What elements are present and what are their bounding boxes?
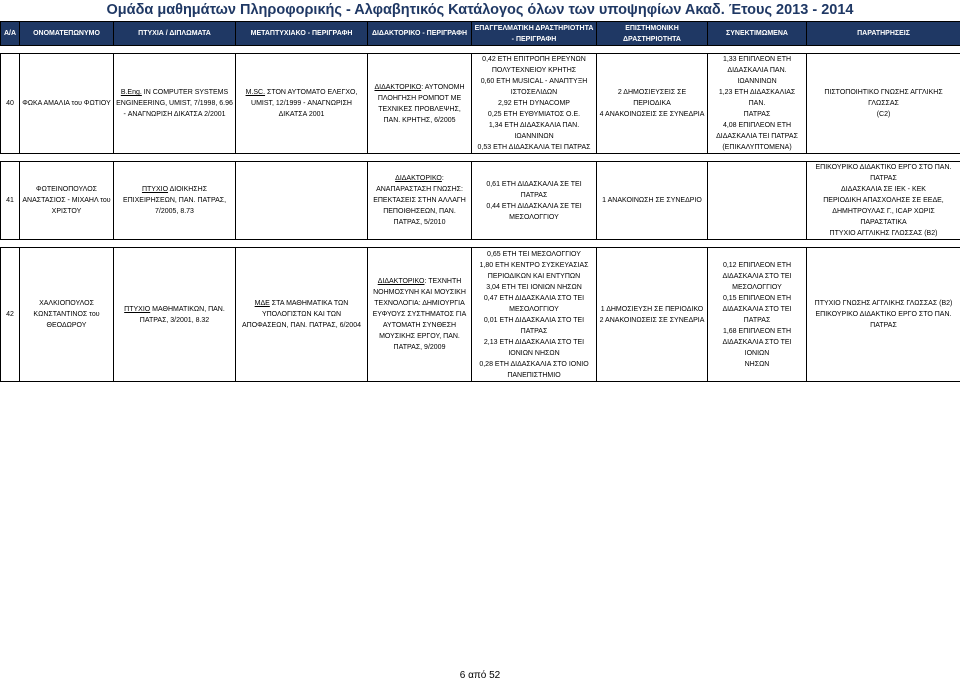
professional-line: 2,92 ΕΤΗ DYNACOMP [498, 100, 570, 107]
cell-num: 40 [1, 54, 20, 154]
row-spacer [1, 46, 960, 54]
assessed-line: ΔΙΔΑΣΚΑΛΙΑ ΤΕΙ ΠΑΤΡΑΣ [716, 133, 798, 140]
assessed-line: 0,12 ΕΠΙΠΛΕΟΝ ΕΤΗ [722, 261, 792, 269]
professional-line: 0,42 ΕΤΗ ΕΠΙΤΡΟΠΗ ΕΡΕΥΝΩΝ [482, 56, 586, 63]
header-num: Α/Α [1, 22, 20, 46]
spacer-cell [1, 46, 20, 54]
table-row [1, 162, 960, 240]
table-row [1, 248, 960, 382]
phd-description: : ΑΝΑΠΑΡΑΣΤΑΣΗ ΓΝΩΣΗΣ: ΕΠΕΚΤΑΣΕΙΣ ΣΤΗΝ ΑΛΛΑΓΗ ΠΕΠΟΙΘΗΣΕΩΝ, ΠΑΝ. ΠΑΤΡΑΣ, 5/2010 [373, 175, 466, 226]
assessed-line: ΔΙΔΑΣΚΑΛΙΑ ΣΤΟ ΤΕΙ [722, 272, 792, 280]
spacer-cell [114, 154, 236, 162]
professional-line: 0,44 ΕΤΗ ΔΙΔΑΣΚΑΛΙΑ ΣΕ ΤΕΙ [486, 202, 582, 210]
phd-type: ΔΙΔΑΚΤΟΡΙΚΟ [374, 83, 422, 91]
spacer-cell [708, 240, 807, 248]
page-title: Ομάδα μαθημάτων Πληροφορικής - Αλφαβητικός Κατάλογος όλων των υποψηφίων Ακαδ. Έτους 2013 - 2014 [106, 2, 854, 18]
scientific-line: 4 ΑΝΑΚΟΙΝΩΣΕΙΣ ΣΕ ΣΥΝΕΔΡΙΑ [599, 111, 705, 118]
spacer-cell [472, 46, 597, 54]
cell-phd [368, 54, 472, 154]
remarks-line: ΠΑΤΡΑΣ [870, 322, 897, 329]
professional-line: ΠΕΡΙΟΔΙΚΩΝ ΚΑΙ ΕΝΤΥΠΩΝ [487, 272, 581, 280]
degree-description: ΔΙΟΙΚΗΣΗΣ ΕΠΙΧΕΙΡΗΣΕΩΝ, ΠΑΝ. ΠΑΤΡΑΣ, 7/2005, 8.73 [122, 186, 227, 215]
professional-line: 1,80 ΕΤΗ ΚΕΝΤΡΟ ΣΥΣΚΕΥΑΣΙΑΣ [479, 261, 589, 269]
assessed-line: ΔΙΔΑΣΚΑΛΙΑ ΠΑΝ. [727, 67, 787, 74]
cell-remarks [807, 248, 960, 382]
header-assessed: ΣΥΝΕΚΤΙΜΩΜΕΝΑ [708, 22, 807, 46]
masters-type: ΜΔΕ [254, 300, 270, 307]
cell-degree [114, 248, 236, 382]
cell-scientific [597, 248, 708, 382]
remarks-line: ΠΙΣΤΟΠΟΙΗΤΙΚΟ ΓΝΩΣΗΣ ΑΓΓΛΙΚΗΣ ΓΛΩΣΣΑΣ [824, 89, 943, 107]
cell-professional [472, 54, 597, 154]
remarks-line: ΕΠΙΚΟΥΡΙΚΟ ΔΙΔΑΚΤΙΚΟ ΕΡΓΟ ΣΤΟ ΠΑΝ. [815, 164, 952, 171]
cell-masters [236, 248, 368, 382]
degree-description: ΜΑΘΗΜΑΤΙΚΩΝ, ΠΑΝ. ΠΑΤΡΑΣ, 3/2001, 8.32 [139, 305, 225, 324]
professional-line: 0,53 ΕΤΗ ΔΙΔΑΣΚΑΛΙΑ ΤΕΙ ΠΑΤΡΑΣ [477, 144, 591, 151]
professional-line: 0,60 ΕΤΗ MUSICAL - ΑΝΑΠΤΥΞΗ [480, 78, 588, 85]
spacer-cell [20, 240, 114, 248]
professional-line: ΙΩΑΝΝΙΝΩΝ [514, 133, 554, 140]
professional-line: 0,61 ΕΤΗ ΔΙΔΑΣΚΑΛΙΑ ΣΕ ΤΕΙ [486, 180, 582, 188]
cell-phd [368, 162, 472, 240]
spacer-cell [807, 46, 960, 54]
remarks-line: ΠΤΥΧΙΟ ΓΝΩΣΗΣ ΑΓΓΛΙΚΗΣ ΓΛΩΣΣΑΣ (B2) [814, 300, 953, 307]
row-spacer [1, 154, 960, 162]
professional-line: ΜΕΣΟΛΟΓΓΙΟΥ [509, 213, 559, 221]
cell-assessed [708, 54, 807, 154]
masters-description: ΣΤΑ ΜΑΘΗΜΑΤΙΚΑ ΤΩΝ ΥΠΟΛΟΓΙΣΤΩΝ ΚΑΙ ΤΩΝ ΑΠΟΦΑΣΕΩΝ, ΠΑΝ. ΠΑΤΡΑΣ, 6/2004 [242, 300, 361, 329]
assessed-line: ΔΙΔΑΣΚΑΛΙΑ ΣΤΟ ΤΕΙ ΙΟΝΙΩΝ [722, 338, 792, 357]
assessed-line: ΔΙΔΑΣΚΑΛΙΑ ΣΤΟ ΤΕΙ ΠΑΤΡΑΣ [722, 305, 792, 324]
spacer-cell [368, 240, 472, 248]
phd-description: : ΑΥΤΟΝΟΜΗ ΠΛΟΗΓΗΣΗ ΡΟΜΠΟΤ ΜΕ ΤΕΧΝΙΚΕΣ ΠΡΟΒΛΕΨΗΣ, ΠΑΝ. ΚΡΗΤΗΣ, 6/2005 [377, 83, 465, 124]
cell-name: ΦΩΚΑ ΑΜΑΛΙΑ του ΦΩΤΙΟΥ [20, 54, 114, 154]
assessed-line: 4,08 ΕΠΙΠΛΕΟΝ ΕΤΗ [722, 122, 792, 129]
assessed-line: 1,33 ΕΠΙΠΛΕΟΝ ΕΤΗ [722, 56, 792, 63]
scientific-line: 2 ΔΗΜΟΣΙΕΥΣΕΙΣ ΣΕ [617, 89, 687, 96]
spacer-cell [597, 154, 708, 162]
header-remarks: ΠΑΡΑΤΗΡΗΣΕΙΣ [807, 22, 960, 46]
masters-description: ΣΤΟΝ ΑΥΤΟΜΑΤΟ ΕΛΕΓΧΟ, UMIST, 12/1999 - ΑΝΑΓΝΩΡΙΣΗ ΔΙΚΑΤΣΑ 2001 [251, 89, 358, 118]
professional-line: 0,28 ΕΤΗ ΔΙΔΑΣΚΑΛΙΑ ΣΤΟ ΙΟΝΙΟ [479, 360, 589, 368]
spacer-cell [807, 154, 960, 162]
spacer-cell [236, 240, 368, 248]
degree-description: IN COMPUTER SYSTEMS ENGINEERING, UMIST, 7/1998, 6.96 - ΑΝΑΓΝΩΡΙΣΗ ΔΙΚΑΤΣΑ 2/2001 [116, 89, 233, 118]
remarks-line: ΠΕΡΙΟΔΙΚΗ ΑΠΑΣΧΟΛΗΣΕ ΣΕ ΕΕΔΕ, [823, 197, 944, 204]
remarks-line: (C2) [876, 111, 891, 118]
assessed-line: 0,15 ΕΠΙΠΛΕΟΝ ΕΤΗ [722, 294, 792, 302]
professional-line: 2,13 ΕΤΗ ΔΙΔΑΣΚΑΛΙΑ ΣΤΟ ΤΕΙ [483, 338, 585, 346]
spacer-cell [472, 240, 597, 248]
row-spacer [1, 240, 960, 248]
remarks-line: ΠΑΤΡΑΣ [870, 175, 897, 182]
masters-type: M.SC. [245, 89, 266, 96]
spacer-cell [807, 240, 960, 248]
spacer-cell [472, 154, 597, 162]
cell-masters [236, 162, 368, 240]
assessed-line: 1,68 ΕΠΙΠΛΕΟΝ ΕΤΗ [722, 327, 792, 335]
cell-scientific [597, 54, 708, 154]
cell-remarks [807, 162, 960, 240]
page-number: 6 από 52 [459, 670, 501, 681]
header-masters: ΜΕΤΑΠΤΥΧΙΑΚΟ - ΠΕΡΙΓΡΑΦΗ [236, 22, 368, 46]
degree-type: ΠΤΥΧΙΟ [141, 186, 169, 193]
spacer-cell [236, 154, 368, 162]
spacer-cell [20, 154, 114, 162]
professional-line: ΠΟΛΥΤΕΧΝΕΙΟΥ ΚΡΗΤΗΣ [491, 67, 577, 74]
spacer-cell [597, 46, 708, 54]
professional-line: 0,01 ΕΤΗ ΔΙΔΑΣΚΑΛΙΑ ΣΤΟ ΤΕΙ [483, 316, 585, 324]
spacer-cell [1, 154, 20, 162]
professional-line: ΠΑΤΡΑΣ [520, 327, 548, 335]
cell-phd [368, 248, 472, 382]
candidates-table [0, 21, 960, 382]
cell-assessed [708, 248, 807, 382]
cell-degree [114, 54, 236, 154]
phd-description: : ΤΕΧΝΗΤΗ ΝΟΗΜΟΣΥΝΗ ΚΑΙ ΜΟΥΣΙΚΗ ΤΕΧΝΟΛΟΓΙΑ: ΔΗΜΙΟΥΡΓΙΑ ΕΥΦΥΟΥΣ ΣΥΣΤΗΜΑΤΟΣ ΓΙΑ ΑΥΤΟΜΑΤΗ ΣΥΝΘΕΣΗ ΜΟΥΣΙΚΗΣ ΕΡΓΟΥ, ΠΑΝ. ΠΑΤΡΑΣ, 9/2009 [372, 278, 467, 351]
phd-type: ΔΙΔΑΚΤΟΡΙΚΟ [395, 175, 442, 182]
professional-line: 0,65 ΕΤΗ ΤΕΙ ΜΕΣΟΛΟΓΓΙΟΥ [487, 250, 581, 258]
scientific-line: ΠΕΡΙΟΔΙΚΑ [633, 100, 671, 107]
cell-professional [472, 162, 597, 240]
spacer-cell [1, 240, 20, 248]
assessed-line: ΜΕΣΟΛΟΓΓΙΟΥ [732, 283, 782, 291]
professional-line: 1,34 ΕΤΗ ΔΙΔΑΣΚΑΛΙΑ ΠΑΝ. [488, 122, 580, 129]
header-row [1, 22, 960, 46]
professional-line: 3,04 ΕΤΗ ΤΕΙ ΙΟΝΙΩΝ ΝΗΣΩΝ [486, 283, 582, 291]
cell-num: 42 [1, 248, 20, 382]
scientific-line: 1 ΑΝΑΚΟΙΝΩΣΗ ΣΕ ΣΥΝΕΔΡΙΟ [602, 197, 702, 204]
degree-type: ΠΤΥΧΙΟ [124, 305, 151, 313]
header-phd: ΔΙΔΑΚΤΟΡΙΚΟ - ΠΕΡΙΓΡΑΦΗ [368, 22, 472, 46]
cell-scientific [597, 162, 708, 240]
cell-professional [472, 248, 597, 382]
degree-type: B.Eng. [120, 89, 142, 96]
cell-assessed [708, 162, 807, 240]
assessed-line: 1,23 ΕΤΗ ΔΙΔΑΣΚΑΛΙΑΣ ΠΑΝ. [718, 89, 796, 107]
scientific-line: 1 ΔΗΜΟΣΙΕΥΣΗ ΣΕ ΠΕΡΙΟΔΙΚΟ [600, 305, 704, 313]
spacer-cell [708, 154, 807, 162]
remarks-line: ΠΤΥΧΙΟ ΑΓΓΛΙΚΗΣ ΓΛΩΣΣΑΣ (B2) [829, 230, 938, 237]
table-row [1, 54, 960, 154]
spacer-cell [20, 46, 114, 54]
spacer-cell [114, 240, 236, 248]
spacer-cell [114, 46, 236, 54]
professional-line: ΙΟΝΙΩΝ ΝΗΣΩΝ [508, 349, 560, 357]
cell-num: 41 [1, 162, 20, 240]
professional-line: ΠΑΝΕΠΙΣΤΗΜΙΟ [507, 371, 561, 379]
spacer-cell [236, 46, 368, 54]
professional-line: ΠΑΤΡΑΣ [520, 191, 548, 199]
remarks-line: ΕΠΙΚΟΥΡΙΚΟ ΔΙΔΑΚΤΙΚΟ ΕΡΓΟ ΣΤΟ ΠΑΝ. [815, 311, 952, 318]
professional-line: 0,25 ΕΤΗ ΕΥΘΥΜΙΑΤΟΣ Ο.Ε. [487, 111, 581, 118]
phd-type: ΔΙΔΑΚΤΟΡΙΚΟ [377, 278, 425, 285]
spacer-cell [368, 46, 472, 54]
professional-line: ΙΣΤΟΣΕΛΙΔΩΝ [510, 89, 558, 96]
assessed-line: ΠΑΤΡΑΣ [743, 111, 771, 118]
assessed-line: ΝΗΣΩΝ [744, 360, 770, 368]
remarks-line: ΔΙΔΑΣΚΑΛΙΑ ΣΕ ΙΕΚ - ΚΕΚ [841, 186, 926, 193]
header-name: ΟΝΟΜΑΤΕΠΩΝΥΜΟ [20, 22, 114, 46]
cell-degree [114, 162, 236, 240]
spacer-cell [708, 46, 807, 54]
cell-name: ΦΩΤΕΙΝΟΠΟΥΛΟΣ ΑΝΑΣΤΑΣΙΟΣ - ΜΙΧΑΗΛ του ΧΡΙΣΤΟΥ [20, 162, 114, 240]
spacer-cell [597, 240, 708, 248]
header-professional: ΕΠΑΓΓΕΛΜΑΤΙΚΗ ΔΡΑΣΤΗΡΙΟΤΗΤΑ - ΠΕΡΙΓΡΑΦΗ [472, 22, 597, 46]
spacer-cell [368, 154, 472, 162]
cell-name: ΧΑΛΚΙΟΠΟΥΛΟΣ ΚΩΝΣΤΑΝΤΙΝΟΣ του ΘΕΟΔΩΡΟΥ [20, 248, 114, 382]
assessed-line: ΙΩΑΝΝΙΝΩΝ [737, 78, 777, 85]
assessed-line: (ΕΠΙΚΑΛΥΠΤΟΜΕΝΑ) [722, 144, 792, 151]
professional-line: 0,47 ΕΤΗ ΔΙΔΑΣΚΑΛΙΑ ΣΤΟ ΤΕΙ [483, 294, 585, 302]
header-scientific: ΕΠΙΣΤΗΜΟΝΙΚΗ ΔΡΑΣΤΗΡΙΟΤΗΤΑ [597, 22, 708, 46]
remarks-line: ΔΗΜΗΤΡΟΥΛΑΣ Γ., ICAP ΧΩΡΙΣ ΠΑΡΑΣΤΑΤΙΚΑ [832, 208, 935, 226]
cell-masters [236, 54, 368, 154]
scientific-line: 2 ΑΝΑΚΟΙΝΩΣΕΙΣ ΣΕ ΣΥΝΕΔΡΙΑ [599, 316, 705, 324]
professional-line: ΜΕΣΟΛΟΓΓΙΟΥ [509, 305, 559, 313]
cell-remarks [807, 54, 960, 154]
header-degrees: ΠΤΥΧΙΑ / ΔΙΠΛΩΜΑΤΑ [114, 22, 236, 46]
